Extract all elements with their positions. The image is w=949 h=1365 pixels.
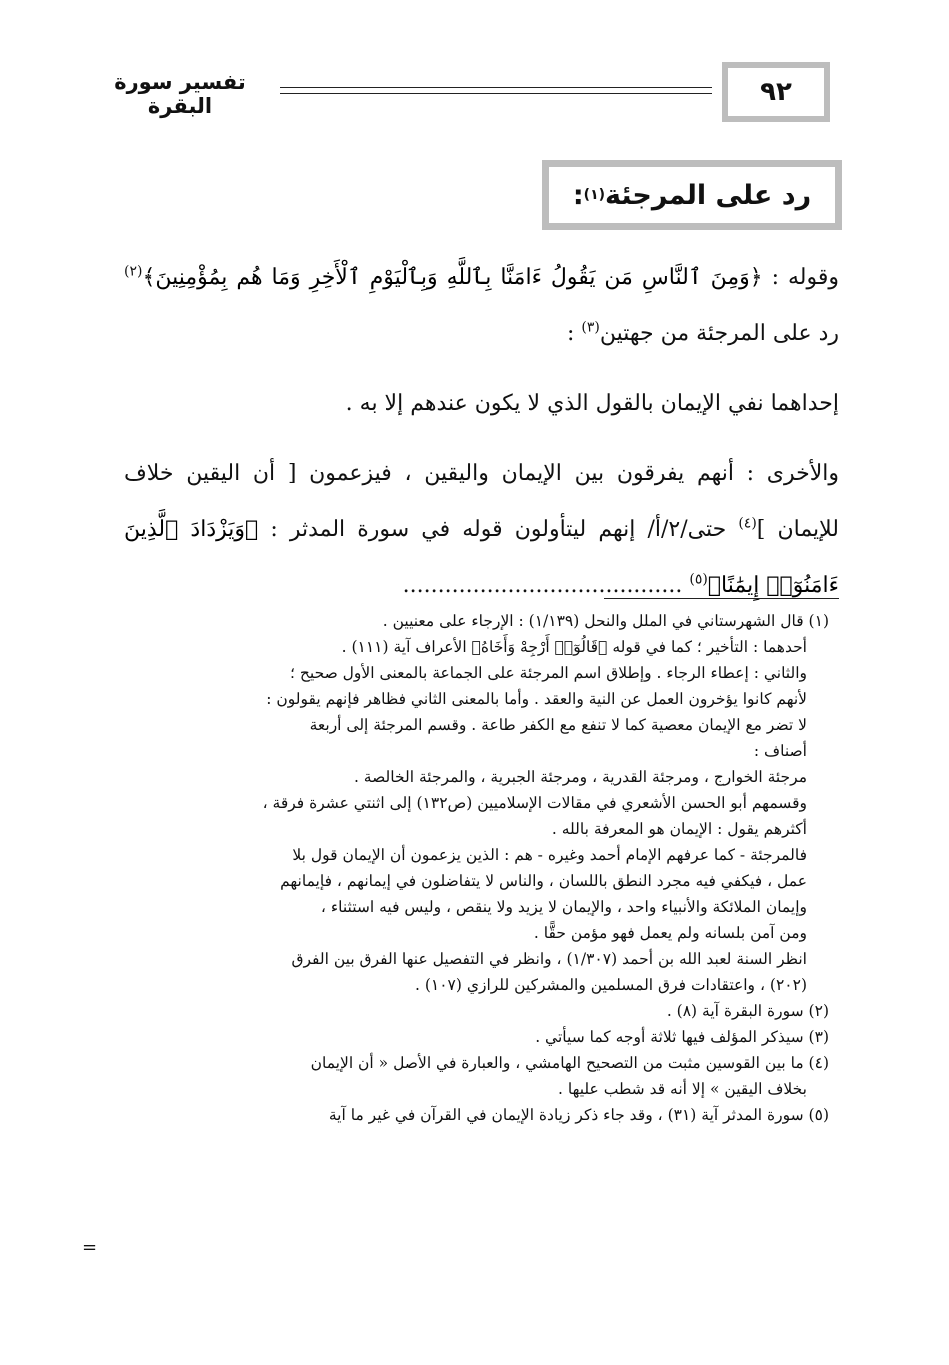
footnote-ref: (٤) bbox=[738, 515, 757, 532]
quran-verse: ﴿وَمِنَ ٱلنَّاسِ مَن يَقُولُ ءَامَنَّا بِٱللَّهِ وَبِٱلْيَوْمِ ٱلْأَخِرِ وَمَا هُم بِمُؤْمِنِينَ﴾ bbox=[142, 265, 763, 290]
footnotes bbox=[114, 608, 829, 1128]
footnote-line: أكثرهم يقول : الإيمان هو المعرفة بالله . bbox=[551, 820, 807, 838]
page-header bbox=[90, 62, 830, 122]
footnote-line: (٥) سورة المدثر آية (٣١) ، وقد جاء ذكر زيادة الإيمان في القرآن في غير ما آية bbox=[328, 1106, 829, 1124]
footnote-separator bbox=[604, 598, 839, 599]
paragraph-text: رد على المرجئة من جهتين bbox=[599, 321, 839, 346]
footnote-line: انظر السنة لعبد الله بن أحمد (١/٣٠٧) ، وانظر في التفصيل عنها الفرق بين الفرق bbox=[291, 950, 807, 968]
page-number-box bbox=[722, 62, 830, 122]
footnote-line: عمل ، فيكفي فيه مجرد النطق باللسان ، والناس لا يتفاضلون في إيمانهم ، فإيمانهم bbox=[280, 872, 807, 890]
footnote-line: (٤) ما بين القوسين مثبت من التصحيح الهامشي ، والعبارة في الأصل « أن الإيمان bbox=[310, 1054, 829, 1072]
paragraph-text: وقوله : bbox=[762, 265, 839, 290]
footnote-line: وإيمان الملائكة والأنبياء واحد ، والإيمان لا يزيد ولا ينقص ، وليس فيه استثناء ، bbox=[320, 898, 807, 916]
section-title-text: رد على المرجئة bbox=[605, 179, 812, 211]
header-rule bbox=[280, 87, 712, 88]
paragraph bbox=[124, 446, 839, 614]
paragraph-text: حتى/٢/أ/ إنهم ليتأولون قوله في سورة المدثر : bbox=[258, 517, 739, 542]
footnote-line: لأنهم كانوا يؤخرون العمل عن النية والعقد . وأما بالمعنى الثاني فظاهر فإنهم يقولون : bbox=[266, 690, 807, 708]
section-title-box bbox=[542, 160, 842, 230]
header-rule bbox=[280, 93, 712, 94]
footnote-line: والثاني : إعطاء الرجاء . وإطلاق اسم المرجئة على الجماعة بالمعنى الأول صحيح ؛ bbox=[290, 664, 807, 682]
footnote-line: (٢٠٢) ، واعتقادات فرق المسلمين والمشركين للرازي (١٠٧) . bbox=[414, 976, 807, 994]
footnote-line: (١) قال الشهرستاني في الملل والنحل (١/١٣٩) : الإرجاء على معنيين . bbox=[382, 612, 829, 630]
footnote-line: ومن آمن بلسانه ولم يعمل فهو مؤمن حقًّا . bbox=[533, 924, 807, 942]
paragraph-text: والأخرى : أنهم يفرقون بين الإيمان واليقين ، فيزعمون [ أن اليقين خلاف للإيمان ] bbox=[124, 461, 840, 542]
section-title: رد على المرجئة (١) : bbox=[549, 167, 835, 223]
footnote-line: فالمرجئة - كما عرفهم الإمام أحمد وغيره - هم : الذين يزعمون أن الإيمان قول بلا bbox=[292, 846, 807, 864]
footnote-line: وقسمهم أبو الحسن الأشعري في مقالات الإسلاميين (ص١٣٢) إلى اثنتي عشرة فرقة ، bbox=[262, 794, 807, 812]
page-number: ٩٢ bbox=[728, 68, 824, 116]
footnote-ref: (٣) bbox=[581, 319, 600, 336]
paragraph bbox=[124, 250, 839, 362]
footnote-line: بخلاف اليقين » إلا أنه قد شطب عليها . bbox=[558, 1080, 807, 1098]
section-title-suffix: : bbox=[572, 179, 584, 211]
footnote-line: أصناف : bbox=[753, 742, 807, 760]
main-text bbox=[124, 250, 839, 628]
footnote-line: (٢) سورة البقرة آية (٨) . bbox=[666, 1002, 829, 1020]
footnote-ref: (٥) bbox=[689, 571, 708, 588]
book-title: تفسير سورة البقرة bbox=[114, 70, 246, 118]
footnote-line: أحدهما : التأخير ؛ كما في قوله ﴿قَالُوٓا۟ أَرْجِهْ وَأَخَاهُ﴾ الأعراف آية (١١١) . bbox=[341, 638, 807, 656]
footnote-line: مرجئة الخوارج ، ومرجئة القدرية ، ومرجئة الجبرية ، والمرجئة الخالصة . bbox=[353, 768, 807, 786]
quran-verse: ﴿وَيَزْدَادَ ٱلَّذِينَ ءَامَنُوٓا۟ إِيمَٰنًا﴾ bbox=[124, 517, 839, 598]
continuation-dots: ........................................ bbox=[402, 573, 690, 598]
paragraph: إحداهما نفي الإيمان بالقول الذي لا يكون عندهم إلا به . bbox=[345, 391, 839, 416]
footnote-ref: (٢) bbox=[124, 263, 143, 280]
footnote-line: لا تضر مع الإيمان معصية كما لا تنفع مع الكفر طاعة . وقسم المرجئة إلى أربعة bbox=[309, 716, 807, 734]
continuation-mark: = bbox=[82, 1237, 98, 1258]
footnote-line: (٣) سيذكر المؤلف فيها ثلاثة أوجه كما سيأتي . bbox=[535, 1028, 829, 1046]
paragraph-text: : bbox=[566, 321, 582, 346]
